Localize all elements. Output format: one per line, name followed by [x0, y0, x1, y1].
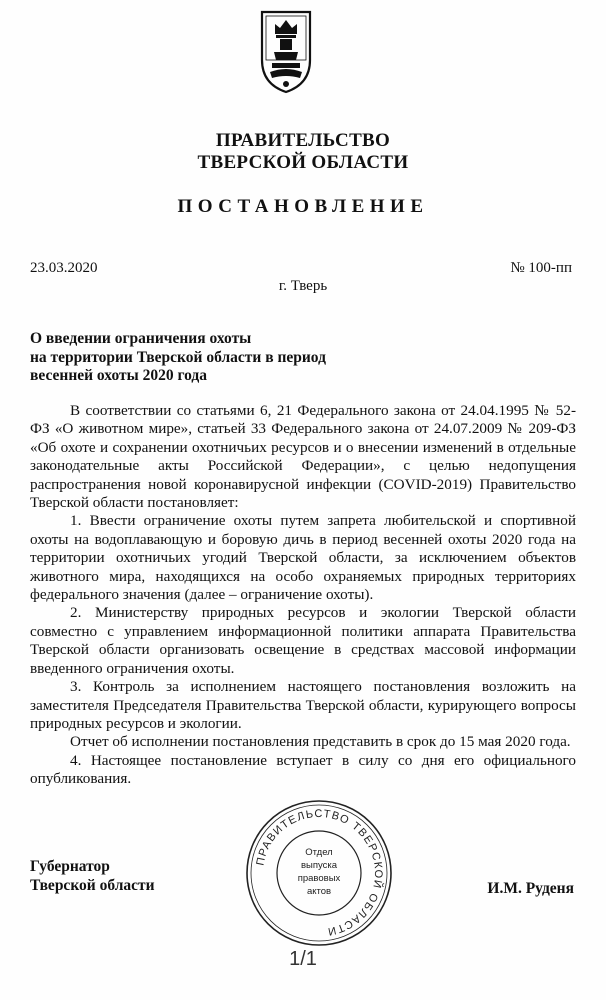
document-body [30, 402, 576, 789]
coat-of-arms-icon [258, 8, 314, 96]
item-2-paragraph: 2. Министерству природных ресурсов и экологии Тверской области совместно с управлением информационной политики аппарата Правительства Тверской области организовать освещение в средствах массовой информации введенного ограничения охоты. [30, 604, 576, 677]
document-number: № 100-пп [510, 260, 572, 276]
signatory-position-line: Тверской области [30, 876, 155, 894]
document-city: г. Тверь [278, 278, 328, 294]
official-stamp [244, 798, 394, 948]
stamp-ring-text: ПРАВИТЕЛЬСТВО ТВЕРСКОЙ ОБЛАСТИ [254, 807, 385, 938]
signatory-name: И.М. Руденя [487, 880, 574, 897]
preamble-paragraph: В соответствии со статьями 6, 21 Федерального закона от 24.04.1995 № 52-ФЗ «О животном мире», статьей 33 Федерального закона от 24.07.2009 № 209-ФЗ «Об охоте и сохранении охотничьих ресурсов и о внесении изменений в отдельные законодательные акты Российской Федерации», с целью недопущения распространения новой коронавирусной инфекции (COVID-2019) Правительство Тверской области постановляет: [30, 402, 576, 512]
signatory-position-line: Губернатор [30, 858, 110, 875]
government-name-line1: ПРАВИТЕЛЬСТВО [215, 130, 391, 151]
document-type: ПОСТАНОВЛЕНИЕ [177, 196, 429, 217]
item-1-paragraph: 1. Ввести ограничение охоты путем запрета любительской и спортивной охоты на водоплавающую и боровую дичь в период весенней охоты 2020 года на территории охотничьих угодий Тверской области, за исключением объектов животного мира, находящихся на особо охраняемых природных территориях федерального значения (далее – ограничение охоты). [30, 512, 576, 604]
stamp-center-line: актов [306, 886, 332, 897]
page-indicator: 1/1 [289, 948, 317, 970]
document-title [30, 330, 390, 386]
title-line: весенней охоты 2020 года [30, 367, 208, 384]
stamp-center-line: выпуска [300, 860, 338, 871]
signatory-position [30, 858, 155, 895]
document-date: 23.03.2020 [30, 260, 98, 276]
item-4-paragraph: 4. Настоящее постановление вступает в силу со дня его официального опубликования. [30, 751, 576, 788]
stamp-center-line: правовых [297, 873, 341, 884]
government-name-line2: ТВЕРСКОЙ ОБЛАСТИ [197, 152, 409, 173]
title-line: О введении ограничения охоты [30, 330, 252, 347]
item-3-paragraph: 3. Контроль за исполнением настоящего постановления возложить на заместителя Председателя Правительства Тверской области, курирующего вопросы природных ресурсов и экологии. [30, 678, 576, 732]
stamp-center-line: Отдел [305, 847, 333, 858]
item-3-report-paragraph: Отчет об исполнении постановления представить в срок до 15 мая 2020 года. [70, 733, 571, 751]
title-line: на территории Тверской области в период [30, 348, 326, 366]
